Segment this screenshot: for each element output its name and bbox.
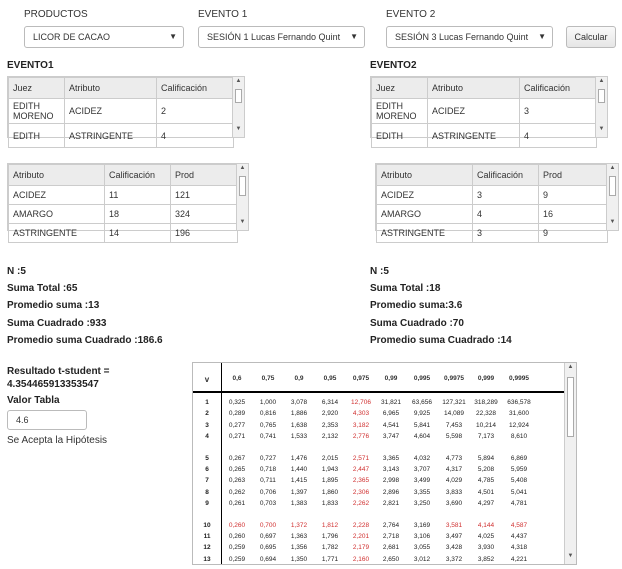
col-prod: Prod [539,165,608,186]
t-table-cell: 6,314 [321,399,339,406]
t-table-cell: 0,695 [259,544,277,552]
t-table-row-v: 2 [205,410,209,418]
t-table-cell: 4,604 [413,433,431,441]
t-table-cell: 1,796 [321,533,339,540]
cell: 9 [539,186,608,205]
scroll-up-icon[interactable]: ▲ [598,78,605,84]
evento2-summary-table[interactable] [375,163,619,238]
t-table-cell: 0,727 [259,454,277,462]
t-table-cell: 318,289 [474,399,498,406]
col-calificacion: Calificación [473,165,539,186]
t-table-cell: 4,781 [510,500,528,508]
t-table-cell: 12,924 [509,421,529,429]
evento1-suma-cuadrado: Suma Cuadrado :933 [7,318,107,329]
t-table-cell: 7,173 [477,433,495,441]
t-table-cell: 0,703 [259,500,277,508]
productos-label: PRODUCTOS [24,9,88,20]
t-table-cell: 0,277 [228,421,246,429]
evento1-label: EVENTO 1 [198,9,248,20]
col-prod: Prod [171,165,238,186]
cell: AMARGO [9,205,105,224]
t-table-cell: 2,160 [352,555,370,563]
t-table-row-v: 12 [203,544,211,552]
t-table-row-v: 5 [205,454,209,462]
col-calificacion: Calificación [105,165,171,186]
t-table-cell: 4,221 [510,555,528,563]
evento2-promedio-suma: Promedio suma:3.6 [370,300,463,311]
t-table-cell: 0,262 [228,488,246,496]
evento1-select[interactable] [198,26,365,48]
scroll-up-icon[interactable]: ▲ [239,165,246,171]
scroll-thumb[interactable] [567,377,574,437]
evento1-promedio-suma-cuadrado: Promedio suma Cuadrado :186.6 [7,335,163,346]
t-table-header-v: v [204,375,210,384]
t-table-cell: 1,363 [290,533,308,540]
t-table-cell: 6,869 [510,454,528,462]
t-table-cell: 0,271 [228,433,246,441]
chevron-down-icon: ▼ [169,32,177,41]
scroll-down-icon[interactable]: ▼ [598,126,605,132]
t-table-header-prob: 0,995 [413,375,431,382]
t-table-cell: 5,959 [510,466,528,473]
t-table-cell: 0,816 [259,410,277,418]
table-row [377,186,608,205]
evento1-table[interactable] [7,76,245,141]
table-row [9,124,234,148]
t-table-cell: 4,303 [352,410,370,418]
t-table-cell: 3,106 [413,533,431,540]
t-table-cell: 4,025 [477,533,495,540]
t-table-cell: 0,711 [260,477,276,485]
calcular-button[interactable]: Calcular [566,26,616,48]
t-table-cell: 4,773 [445,454,463,462]
t-table-cell: 3,581 [445,521,463,529]
scroll-down-icon[interactable]: ▼ [609,219,616,225]
table-row [9,205,238,224]
t-table-cell: 0,259 [228,555,246,563]
cell: 9 [539,224,608,243]
col-calificacion: Calificación [157,78,234,99]
t-table-cell: 0,265 [228,466,246,473]
t-table-cell: 3,182 [352,421,370,429]
evento1-promedio-suma: Promedio suma :13 [7,300,100,311]
cell: ASTRINGENTE [428,124,520,148]
col-atributo: Atributo [65,78,157,99]
t-table-cell: 2,718 [382,533,400,540]
t-table-cell: 1,638 [290,421,308,429]
t-table-header-prob: 0,9 [294,375,304,382]
evento2-suma-total: Suma Total :18 [370,283,441,294]
resultado-value: 4.354465913353547 [7,379,99,390]
scrollbar[interactable] [236,164,248,230]
scrollbar[interactable] [232,77,244,137]
t-table-cell: 22,328 [476,410,496,418]
t-table-cell: 0,706 [259,488,277,496]
t-table-cell: 1,372 [290,521,308,529]
t-table-cell: 3,833 [445,488,463,496]
t-table-cell: 4,318 [510,544,528,552]
cell: EDITH MORENO [372,99,428,124]
evento2-n: N :5 [370,266,389,277]
t-table-cell: 2,776 [352,433,370,441]
cell: ACIDEZ [9,186,105,205]
t-table-cell: 1,886 [290,410,308,418]
t-table-cell: 1,782 [321,544,339,552]
t-table-row-v: 7 [205,477,209,485]
t-table-cell: 3,852 [477,555,495,563]
table-row [9,99,234,124]
t-table-cell: 2,015 [321,454,339,462]
t-table-cell: 1,440 [290,466,308,473]
t-table-cell: 1,771 [321,555,339,563]
t-table-header-prob: 0,95 [323,375,337,382]
col-juez: Juez [372,78,428,99]
t-table-header-prob: 0,9995 [509,375,529,382]
evento2-title: EVENTO2 [370,60,417,71]
t-table-cell: 1,895 [321,477,339,485]
t-table-cell: 1,000 [259,399,277,406]
t-table-cell: 4,144 [477,521,495,529]
t-table-cell: 1,397 [290,488,308,496]
table-row [9,224,238,243]
t-table-cell: 1,356 [290,544,308,552]
t-table-cell: 5,598 [445,433,463,441]
evento2-select[interactable] [386,26,553,48]
t-table-cell: 1,533 [290,433,308,441]
t-table-cell: 4,437 [510,533,528,540]
t-table-content [193,363,564,564]
scroll-thumb[interactable] [609,176,616,196]
evento2-label: EVENTO 2 [386,9,436,20]
conclusion-text: Se Acepta la Hipótesis [7,435,108,446]
cell: 324 [171,205,238,224]
t-table-cell: 1,860 [321,488,339,496]
cell: 18 [105,205,171,224]
cell: ACIDEZ [65,99,157,124]
cell: 16 [539,205,608,224]
t-table-cell: 3,355 [413,488,431,496]
t-table-cell: 0,697 [259,533,277,540]
cell: ASTRINGENTE [9,224,105,243]
t-table-cell: 4,317 [445,466,463,473]
t-table-cell: 9,925 [413,410,431,418]
t-table-cell: 2,764 [382,521,400,529]
t-table-cell: 0,718 [259,466,277,473]
evento1-suma-total: Suma Total :65 [7,283,78,294]
scroll-up-icon[interactable]: ▲ [567,364,574,370]
t-table-cell: 3,250 [413,500,431,508]
t-table-header-prob: 0,99 [384,375,398,382]
t-table-cell: 8,610 [510,433,528,441]
t-table-cell: 2,179 [352,544,370,552]
t-table-cell: 2,262 [352,500,370,508]
t-table-cell: 12,706 [351,399,371,406]
t-table-row-v: 6 [205,466,209,473]
t-table-cell: 3,055 [413,544,431,552]
cell: ACIDEZ [428,99,520,124]
t-table-cell: 7,453 [445,421,463,429]
chevron-down-icon: ▼ [538,32,546,41]
col-juez: Juez [9,78,65,99]
valor-tabla-label: Valor Tabla [7,395,60,406]
t-table-cell: 5,894 [477,454,495,462]
col-atributo: Atributo [9,165,105,186]
cell: 11 [105,186,171,205]
productos-select[interactable] [24,26,184,48]
t-table-cell: 0,260 [228,521,246,529]
cell: AMARGO [377,205,473,224]
t-student-table[interactable] [192,362,577,565]
t-table-header-prob: 0,9975 [444,375,464,382]
scrollbar[interactable] [595,77,607,137]
scroll-thumb[interactable] [598,89,605,103]
cell: EDITH [9,124,65,148]
col-calificacion: Calificación [520,78,597,99]
t-table-row-v: 10 [203,521,211,529]
t-table-cell: 2,681 [382,544,400,552]
t-table-cell: 3,747 [382,433,400,441]
cell: 196 [171,224,238,243]
t-table-cell: 0,261 [228,500,246,508]
resultado-label: Resultado t-student = [7,366,110,377]
scrollbar[interactable] [606,164,618,230]
table-row [377,205,608,224]
cell: 4 [520,124,597,148]
t-table-cell: 1,812 [321,521,339,529]
scroll-up-icon[interactable]: ▲ [235,78,242,84]
evento2-suma-cuadrado: Suma Cuadrado :70 [370,318,464,329]
t-table-cell: 0,765 [259,421,277,429]
t-table-cell: 2,998 [382,477,400,485]
t-table-header-prob: 0,75 [261,375,275,382]
col-atributo: Atributo [428,78,520,99]
t-table-cell: 2,365 [352,477,370,485]
t-table-cell: 3,499 [413,477,431,485]
t-table-cell: 3,012 [413,555,431,563]
t-table-cell: 2,896 [382,488,400,496]
evento2-value: SESIÓN 3 Lucas Fernando Quint [395,32,529,42]
table-row [372,124,597,148]
t-table-header-prob: 0,999 [477,375,495,382]
t-table-row-v: 4 [205,433,209,441]
t-table-cell: 2,571 [352,454,370,462]
scroll-thumb[interactable] [235,89,242,103]
t-table-cell: 2,650 [382,555,400,563]
t-table-cell: 5,208 [477,466,495,473]
t-table-cell: 4,785 [477,477,495,485]
table-row [372,99,597,124]
t-table-divider [221,363,222,564]
t-table-cell: 3,078 [290,399,308,406]
t-table-cell: 0,325 [228,399,246,406]
t-table-cell: 1,415 [290,477,308,485]
t-table-cell: 3,169 [413,521,431,529]
t-table-cell: 4,501 [477,488,495,496]
t-table-cell: 0,694 [259,555,277,563]
t-table-cell: 3,707 [413,466,431,473]
t-table-cell: 0,259 [228,544,246,552]
t-table-cell: 0,267 [228,454,246,462]
evento1-summary-table[interactable] [7,163,249,238]
t-table-cell: 4,297 [477,500,495,508]
cell: ACIDEZ [377,186,473,205]
t-table-cell: 2,132 [321,433,339,441]
evento1-value: SESIÓN 1 Lucas Fernando Quint [207,32,341,42]
col-atributo: Atributo [377,165,473,186]
t-table-cell: 4,541 [382,421,400,429]
cell: 4 [157,124,234,148]
t-table-row-v: 9 [205,500,209,508]
t-table-cell: 3,372 [445,555,463,563]
t-table-cell: 5,841 [413,421,431,429]
t-table-cell: 31,600 [509,410,529,418]
cell: ASTRINGENTE [377,224,473,243]
t-table-cell: 2,920 [321,410,339,418]
t-table-header-prob: 0,6 [232,375,242,382]
scroll-thumb[interactable] [239,176,246,196]
t-table-cell: 2,821 [382,500,400,508]
productos-value: LICOR DE CACAO [33,32,111,42]
cell: 14 [105,224,171,243]
scroll-down-icon[interactable]: ▼ [239,219,246,225]
t-table-cell: 5,408 [510,477,528,485]
t-table-cell: 0,700 [259,521,277,529]
t-table-cell: 5,041 [510,488,528,496]
t-table-cell: 1,943 [321,466,339,473]
t-table-row-v: 13 [203,555,211,563]
evento1-title: EVENTO1 [7,60,54,71]
t-table-cell: 2,353 [321,421,339,429]
t-table-cell: 2,447 [352,466,370,473]
scrollbar[interactable] [564,363,576,564]
cell: 4 [473,205,539,224]
scroll-up-icon[interactable]: ▲ [609,165,616,171]
scroll-down-icon[interactable]: ▼ [567,553,574,559]
table-row [9,186,238,205]
t-table-cell: 1,350 [290,555,308,563]
valor-tabla-input[interactable]: 4.6 [7,410,87,430]
cell: 3 [473,186,539,205]
t-table-cell: 1,833 [321,500,339,508]
t-table-cell: 2,201 [352,533,370,540]
t-table-cell: 127,321 [442,399,466,406]
t-table-cell: 6,965 [382,410,400,418]
t-table-cell: 4,032 [413,454,431,462]
t-table-cell: 3,428 [445,544,463,552]
t-table-cell: 31,821 [381,399,401,406]
cell: 121 [171,186,238,205]
t-table-cell: 1,383 [290,500,308,508]
t-table-row-v: 3 [205,421,209,429]
t-table-cell: 3,143 [382,466,400,473]
scroll-down-icon[interactable]: ▼ [235,126,242,132]
cell: EDITH [372,124,428,148]
t-table-cell: 10,214 [476,421,496,429]
cell: ASTRINGENTE [65,124,157,148]
t-table-cell: 2,228 [352,521,370,529]
t-table-cell: 14,089 [444,410,464,418]
t-table-cell: 2,306 [352,488,370,496]
evento1-n: N :5 [7,266,26,277]
table-row [377,224,608,243]
t-table-cell: 3,690 [445,500,463,508]
cell: 3 [473,224,539,243]
t-table-cell: 1,476 [290,454,308,462]
t-table-cell: 3,930 [477,544,495,552]
t-table-header-prob: 0,975 [352,375,370,382]
t-table-cell: 0,289 [228,410,246,418]
t-table-cell: 3,365 [382,454,400,462]
t-table-cell: 0,263 [228,477,246,485]
t-table-cell: 636,578 [507,399,531,406]
cell: 3 [520,99,597,124]
evento2-table[interactable] [370,76,608,141]
t-table-cell: 4,587 [510,521,528,529]
t-table-cell: 3,497 [445,533,463,540]
t-table-row-v: 8 [205,488,209,496]
chevron-down-icon: ▼ [350,32,358,41]
t-table-row-v: 11 [203,533,211,540]
t-table-row-v: 1 [205,399,209,406]
cell: EDITH MORENO [9,99,65,124]
cell: 2 [157,99,234,124]
t-table-cell: 63,656 [412,399,432,406]
evento2-promedio-suma-cuadrado: Promedio suma Cuadrado :14 [370,335,512,346]
t-table-cell: 0,260 [228,533,246,540]
t-table-cell: 0,741 [259,433,277,441]
t-table-cell: 4,029 [445,477,463,485]
